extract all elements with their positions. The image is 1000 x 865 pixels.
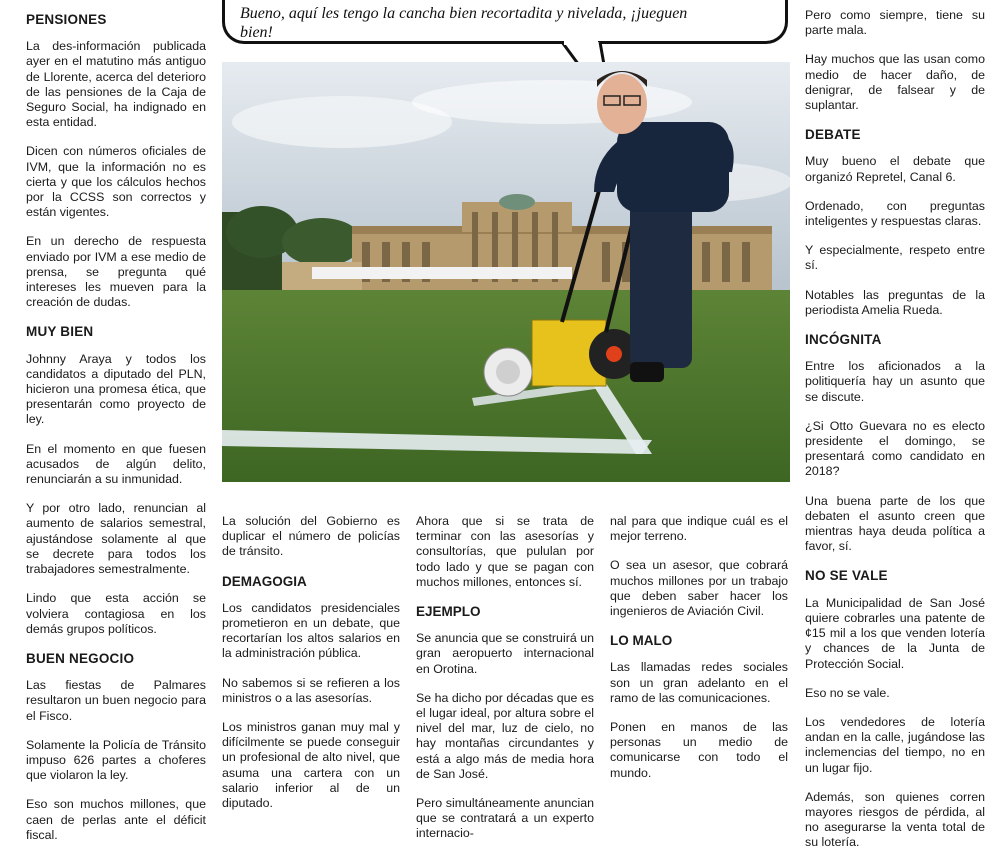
article-paragraph: Una buena parte de los que debaten el asunto creen que mientras haya deuda política a favor, sí.	[805, 493, 985, 554]
article-paragraph: Notables las preguntas de la periodista Amelia Rueda.	[805, 287, 985, 317]
article-paragraph: Las fiestas de Palmares resultaron un buen negocio para el Fisco.	[26, 678, 206, 723]
article-paragraph: No sabemos si se refieren a los ministros o a las asesorías.	[222, 675, 400, 705]
section-heading: BUEN NEGOCIO	[26, 650, 135, 666]
article-paragraph: nal para que indique cuál es el mejor terreno.	[610, 514, 788, 544]
article-paragraph: La des-información publicada ayer en el matutino más antiguo de Llorente, acerca del deterioro de las pensiones de la Caja de Seguro Social, ha indignado en esta entidad.	[26, 39, 206, 130]
section-heading: EJEMPLO	[416, 604, 481, 620]
article-paragraph: Las llamadas redes sociales son un gran adelanto en el ramo de las comunicaciones.	[610, 660, 788, 705]
article-paragraph: Se anuncia que se construirá un gran aeropuerto internacional en Orotina.	[416, 631, 594, 676]
section-heading: DEBATE	[805, 127, 861, 143]
article-paragraph: Ordenado, con preguntas inteligentes y respuestas claras.	[805, 198, 985, 229]
section-heading: MUY BIEN	[26, 324, 94, 340]
article-paragraph: Y especialmente, respeto entre sí.	[805, 243, 985, 273]
cartoon-photo	[222, 62, 790, 482]
article-paragraph: Muy bueno el debate que organizó Repretel, Canal 6.	[805, 154, 985, 184]
article-paragraph: Eso son muchos millones, que caen de perlas ante el déficit fiscal.	[26, 797, 206, 842]
speech-bubble-text: Bueno, aquí les tengo la cancha bien recortadita y nivelada, ¡jueguen bien!	[240, 5, 688, 41]
article-paragraph: La Municipalidad de San José quiere cobrarles una patente de ¢15 mil a los que venden lotería y chances de la Junta de Protección Social.	[805, 595, 985, 671]
article-paragraph: Y por otro lado, renuncian al aumento de salarios semestral, ajustándose solamente al que se decrete para todos los trabajadores semestralmente.	[26, 501, 206, 577]
section-heading: DEMAGOGIA	[222, 573, 307, 589]
bottom-column-2	[416, 514, 594, 856]
article-paragraph: Ahora que si se trata de terminar con las asesorías y consultorías, que pululan por todo lado y que se pagan con muchos millones, entonces sí.	[416, 514, 594, 589]
article-paragraph: Los ministros ganan muy mal y difícilmente se puede conseguir un profesional de alto nivel, que asuma una cartera con un salario inferior al de un diputado.	[222, 720, 400, 811]
right-column	[805, 8, 985, 865]
article-paragraph: Pero simultáneamente anuncian que se contratará a un experto internacio-	[416, 796, 594, 841]
bottom-column-1	[222, 514, 400, 825]
article-paragraph: ¿Si Otto Guevara no es electo presidente el domingo, se presentará como candidato en 2018?	[805, 418, 985, 479]
section-heading: INCÓGNITA	[805, 332, 882, 348]
section-heading: NO SE VALE	[805, 568, 888, 584]
bottom-column-3	[610, 514, 788, 795]
article-paragraph: Johnny Araya y todos los candidatos a diputado del PLN, hicieron una promesa ética, que presentarán como proyecto de ley.	[26, 351, 206, 427]
article-paragraph: Además, son quienes corren mayores riesgos de pérdida, al no asegurarse la venta total de su lotería.	[805, 789, 985, 850]
article-paragraph: Eso no se vale.	[805, 685, 890, 700]
article-paragraph: En el momento en que fuesen acusados de algún delito, renunciarán a su inmunidad.	[26, 441, 206, 487]
article-paragraph: O sea un asesor, que cobrará muchos millones por un trabajo que deben saber hacer los ingenieros de Aviación Civil.	[610, 558, 788, 619]
article-paragraph: Los candidatos presidenciales prometieron en un debate, que recortarían los altos salarios en la administración pública.	[222, 600, 400, 661]
article-paragraph: Lindo que esta acción se volviera contagiosa en los demás grupos políticos.	[26, 591, 206, 636]
article-paragraph: La solución del Gobierno es duplicar el número de policías de tránsito.	[222, 514, 400, 559]
section-heading: LO MALO	[610, 633, 673, 649]
article-paragraph: En un derecho de respuesta enviado por IVM a ese medio de prensa, se pregunta qué intereses les mueven para la creación de dudas.	[26, 234, 206, 310]
article-paragraph: Entre los aficionados a la politiquería hay un asunto que se discute.	[805, 359, 985, 404]
article-paragraph: Pero como siempre, tiene su parte mala.	[805, 8, 985, 38]
article-paragraph: Dicen con números oficiales de IVM, que la información no es cierta y que los cálculos hechos por la CCSS son correctos y están vigentes.	[26, 144, 206, 220]
article-paragraph: Los vendedores de lotería andan en la calle, jugándose las inclemencias del tiempo, no en un lugar fijo.	[805, 714, 985, 775]
article-paragraph: Se ha dicho por décadas que es el lugar ideal, por altura sobre el nivel del mar, luz de cielo, no hay montañas circundantes y está a algo más de media hora de San José.	[416, 690, 594, 781]
article-paragraph: Ponen en manos de las personas un medio de comunicarse con todo el mundo.	[610, 720, 788, 780]
article-paragraph: Hay muchos que las usan como medio de hacer daño, de denigrar, de falsear y de suplantar.	[805, 52, 985, 113]
section-heading: PENSIONES	[26, 12, 107, 27]
article-paragraph: Solamente la Policía de Tránsito impuso 626 partes a choferes que violaron la ley.	[26, 737, 206, 783]
left-column	[26, 8, 206, 857]
